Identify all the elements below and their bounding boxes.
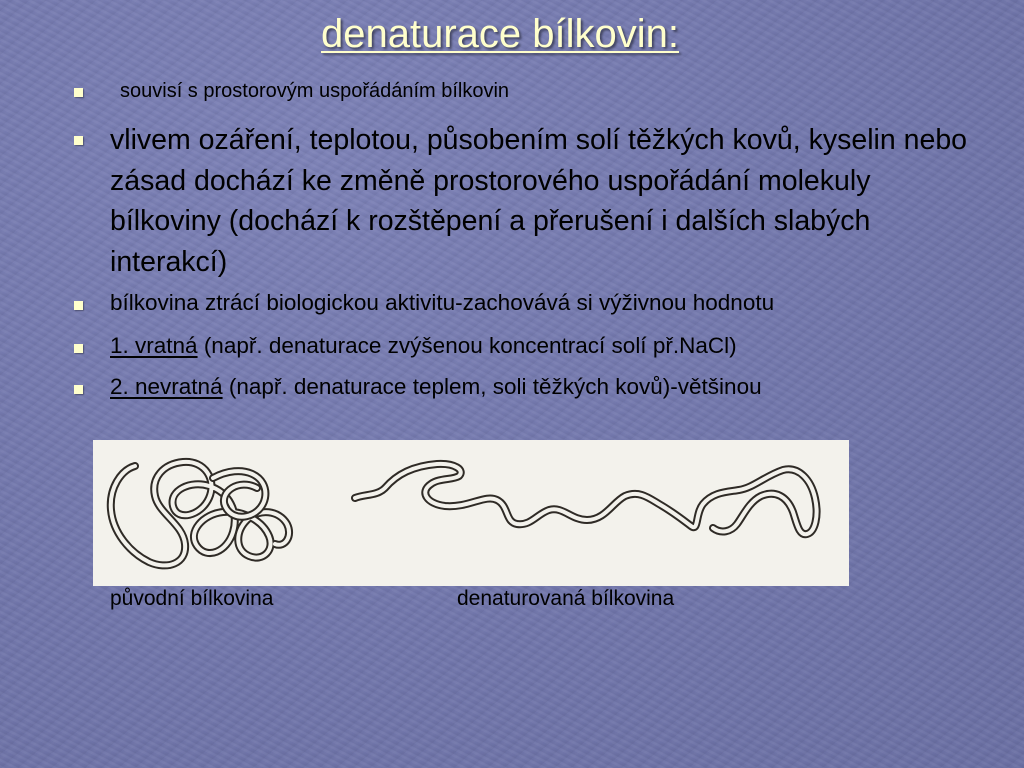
denatured-protein-strand — [355, 464, 817, 534]
square-bullet-icon — [74, 385, 83, 394]
bullet-detail-irreversible: (např. denaturace teplem, soli těžkých kovů)-většinou — [222, 374, 762, 399]
bullet-label-reversible: 1. vratná — [110, 333, 198, 358]
square-bullet-icon — [74, 301, 83, 310]
slide-title: denaturace bílkovin: — [320, 12, 679, 56]
bullet-detail-reversible: (např. denaturace zvýšenou koncentrací solí př.NaCl) — [197, 333, 737, 358]
square-bullet-icon — [74, 344, 83, 353]
square-bullet-icon — [74, 88, 83, 97]
bullet-label-irreversible: 2. nevratná — [110, 374, 223, 399]
bullet-text-2: vlivem ozáření, teplotou, působením solí těžkých kovů, kyselin nebo zásad dochází ke změně prostorového uspořádání molekuly bílkoviny (dochází k rozštěpení a přerušení i dalších slabých interakcí) — [110, 124, 968, 278]
protein-illustration — [93, 440, 849, 586]
square-bullet-icon — [74, 136, 83, 145]
native-protein-coil — [111, 462, 289, 566]
caption-native-protein: původní bílkovina — [110, 587, 274, 610]
bullet-text-4 — [110, 333, 737, 359]
caption-denatured-protein: denaturovaná bílkovina — [457, 587, 675, 610]
bullet-text-5 — [110, 374, 762, 400]
bullet-text-1: souvisí s prostorovým uspořádáním bílkovin — [120, 80, 510, 102]
bullet-text-3: bílkovina ztrácí biologickou aktivitu-zachovává si výživnou hodnotu — [110, 290, 775, 315]
